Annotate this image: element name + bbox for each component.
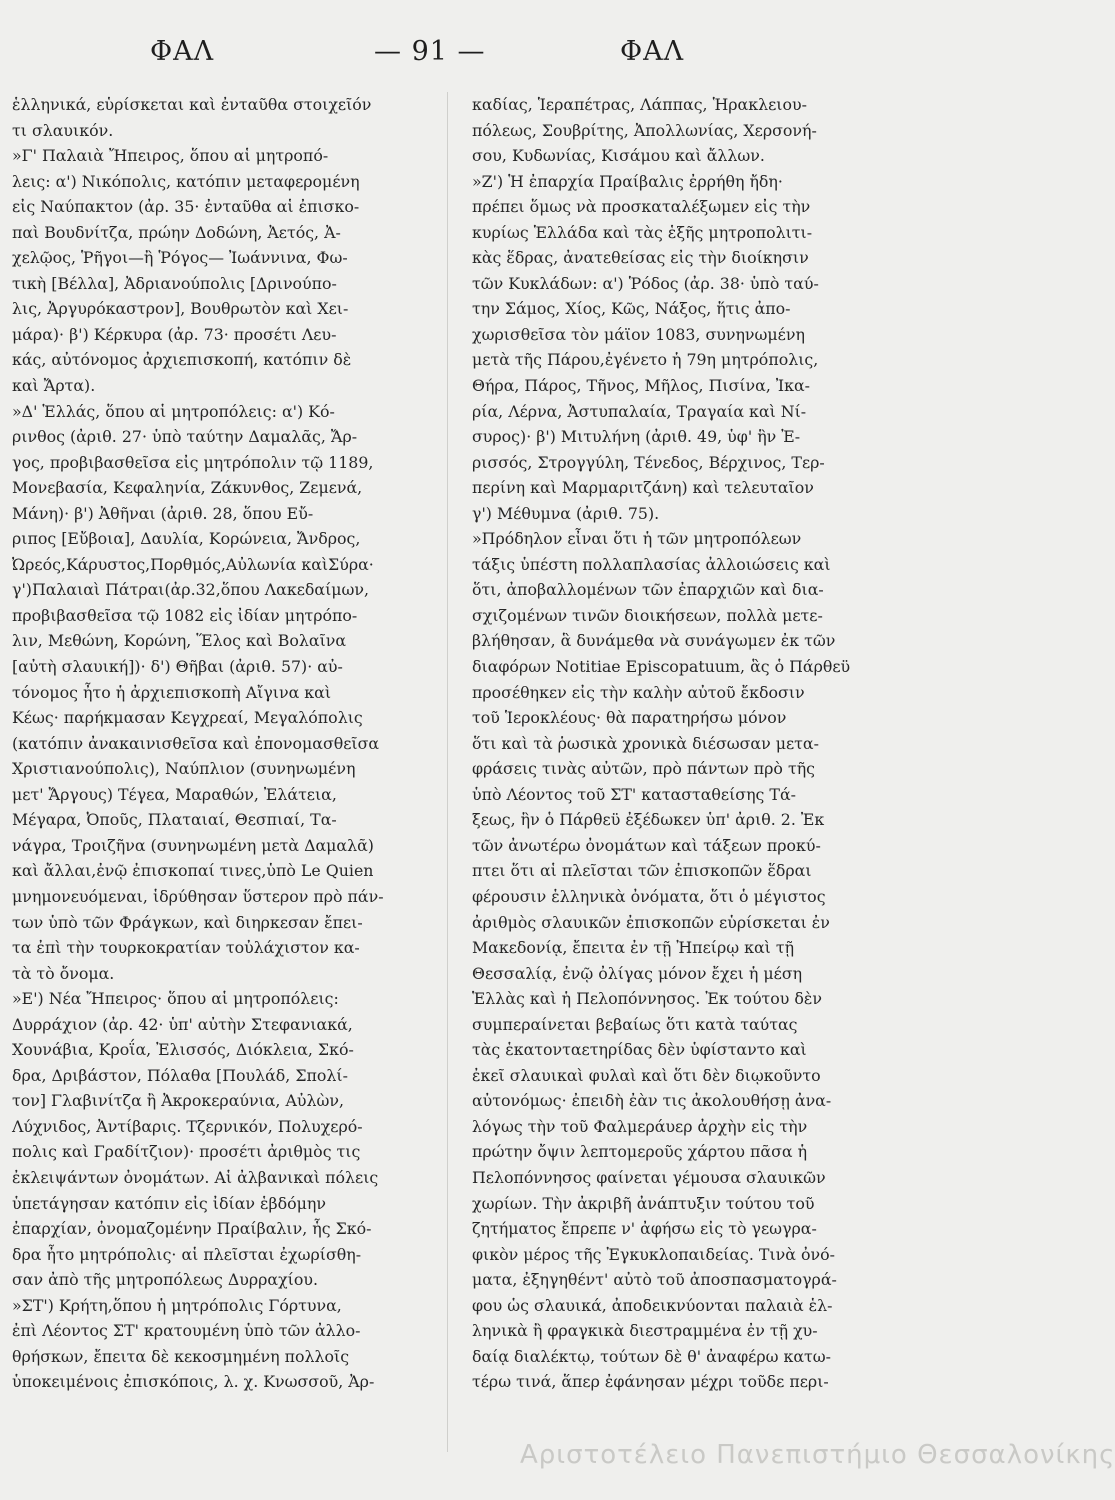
text-line: ἐκεῖ σλαυικαὶ φυλαὶ καὶ ὅτι δὲν διῳκοῦντο: [472, 1065, 821, 1085]
text-line: ἐπὶ Λέοντος ΣΤ' κρατουμένη ὑπὸ τῶν ἀλλο-: [12, 1321, 361, 1341]
text-line: τῶν ἀνωτέρω ὀνομάτων καὶ τάξεων προκύ-: [472, 835, 821, 855]
text-line: ὑποκειμένοις ἐπισκόποις, λ. χ. Κνωσσοῦ, Ἀρ-: [12, 1372, 375, 1392]
text-line: »Ζ') Ἡ ἐπαρχία Πραίβαλις ἐρρήθη ἤδη·: [472, 171, 783, 191]
text-line: παὶ Βουδνίτζα, πρώην Δοδώνη, Ἀετός, Ἀ-: [12, 222, 341, 242]
text-line: ὅτι, ἀποβαλλομένων τῶν ἐπαρχιῶν καὶ δια-: [472, 580, 824, 600]
text-line: πτει ὅτι αἱ πλεῖσται τῶν ἐπισκοπῶν ἕδραι: [472, 861, 812, 881]
text-line: δρα ἦτο μητρόπολις· αἱ πλεῖσται ἐχωρίσθη-: [12, 1244, 362, 1264]
text-line: τι σλαυικόν.: [12, 120, 114, 140]
text-line: πόλεως, Σουβρίτης, Ἀπολλωνίας, Χερσονή-: [472, 120, 817, 140]
text-line: Μάνη)· β') Ἀθῆναι (ἀριθ. 28, ὅπου Εὔ-: [12, 503, 314, 523]
text-line: Μέγαρα, Ὀποῦς, Πλαταιαί, Θεσπιαί, Τα-: [12, 810, 337, 830]
text-line: σχιζομένων τινῶν διοικήσεων, πολλὰ μετε-: [472, 605, 823, 625]
text-line: πρώτην ὄψιν λεπτομεροῦς χάρτου πᾶσα ἡ: [472, 1142, 808, 1162]
text-line: χελῷος, Ῥῆγοι—ἢ Ῥόγος— Ἰωάννινα, Φω-: [12, 248, 348, 268]
text-line: των ὑπὸ τῶν Φράγκων, καὶ διηρκεσαν ἔπει-: [12, 912, 363, 932]
text-line: »Ε') Νέα Ἤπειρος· ὅπου αἱ μητροπόλεις:: [12, 989, 339, 1009]
text-line: τον] Γλαβινίτζα ἢ Ἀκροκεραύνια, Αὐλὼν,: [12, 1091, 345, 1111]
text-line: ἐκλειψάντων ὀνομάτων. Αἱ ἀλβανικαὶ πόλεις: [12, 1167, 379, 1187]
text-line: σαν ἀπὸ τῆς μητροπόλεως Δυρραχίου.: [12, 1270, 318, 1290]
text-line: τόνομος ἦτο ἡ ἀρχιεπισκοπὴ Αἴγινα καὶ: [12, 682, 332, 702]
text-line: κὰς ἕδρας, ἀνατεθείσας εἰς τὴν διοίκησιν: [472, 248, 809, 268]
text-line: Χριστιανούπολις), Ναύπλιον (συνηνωμένη: [12, 759, 356, 779]
text-line: Πελοπόννησος φαίνεται γέμουσα σλαυικῶν: [472, 1167, 826, 1187]
text-line: θρήσκων, ἔπειτα δὲ κεκοσμημένη πολλοῖς: [12, 1346, 350, 1366]
text-line: ρινθος (ἀριθ. 27· ὑπὸ ταύτην Δαμαλᾶς, Ἄρ-: [12, 427, 358, 447]
text-line: τικὴ [Βέλλα], Ἀδριανούπολις [Δρινούπο-: [12, 273, 337, 293]
text-line: ὑπετάγησαν κατόπιν εἰς ἰδίαν ἑβδόμην: [12, 1193, 326, 1213]
text-line: μάρα)· β') Κέρκυρα (ἀρ. 73· προσέτι Λευ-: [12, 324, 337, 344]
text-line: Ὠρεός,Κάρυστος,Πορθμός,Αὐλωνία καὶΣύρα·: [12, 554, 374, 574]
text-line: φικὸν μέρος τῆς Ἐγκυκλοπαιδείας. Τινὰ ὀνό-: [472, 1244, 835, 1264]
text-line: λις, Ἀργυρόκαστρον], Βουθρωτὸν καὶ Χει-: [12, 299, 349, 319]
text-line: καδίας, Ἱεραπέτρας, Λάππας, Ἡρακλειου-: [472, 95, 807, 114]
text-line: κυρίως Ἑλλάδα καὶ τὰς ἑξῆς μητροπολιτι-: [472, 222, 813, 242]
text-line: κάς, αὐτόνομος ἀρχιεπισκοπή, κατόπιν δὲ: [12, 350, 352, 370]
text-line: πρέπει ὅμως νὰ προσκαταλέξωμεν εἰς τὴν: [472, 197, 811, 217]
text-line: τέρω τινά, ἅπερ ἐφάνησαν μέχρι τοῦδε περι-: [472, 1372, 829, 1392]
text-line: Χουνάβια, Κροΐα, Ἐλισσός, Διόκλεια, Σκό-: [12, 1040, 354, 1060]
text-line: εἰς Ναύπακτον (ἀρ. 35· ἐνταῦθα αἱ ἐπισκο-: [12, 197, 360, 217]
text-line: προσέθηκεν εἰς τὴν καλὴν αὐτοῦ ἔκδοσιν: [472, 682, 805, 702]
text-line: συμπεραίνεται βεβαίως ὅτι κατὰ ταύτας: [472, 1014, 798, 1034]
text-line: ὑπὸ Λέοντος τοῦ ΣΤ' κατασταθείσης Τά-: [472, 784, 796, 804]
text-line: ριπος [Εὔβοια], Δαυλία, Κορώνεια, Ἄνδρος,: [12, 529, 361, 549]
running-head-right: ΦΑΛ: [620, 36, 685, 67]
text-line: »Γ' Παλαιὰ Ἤπειρος, ὅπου αἱ μητροπό-: [12, 146, 329, 166]
text-line: Μακεδονίᾳ, ἔπειτα ἐν τῇ Ἠπείρῳ καὶ τῇ: [472, 938, 795, 958]
text-line: σου, Κυδωνίας, Κισάμου καὶ ἄλλων.: [472, 146, 765, 166]
text-line: »Δ' Ἑλλάς, ὅπου αἱ μητροπόλεις: α') Κό-: [12, 401, 335, 421]
text-line: (κατόπιν ἀνακαινισθεῖσα καὶ ἐπονομασθεῖσα: [12, 733, 380, 753]
text-line: ἀριθμὸς σλαυικῶν ἐπισκοπῶν εὑρίσκεται ἐν: [472, 912, 830, 932]
text-line: μνημονευόμεναι, ἱδρύθησαν ὕστερον πρὸ πάν-: [12, 886, 384, 906]
text-line: μετ' Ἄργους) Τέγεα, Μαραθών, Ἐλάτεια,: [12, 784, 337, 804]
text-line: »ΣΤ') Κρήτη,ὅπου ἡ μητρόπολις Γόρτυνα,: [12, 1295, 342, 1315]
text-line: διαφόρων Notitiae Episcopatuum, ἃς ὁ Πάρθεϋ: [472, 657, 851, 677]
text-line: χωρισθεῖσα τὸν μάϊον 1083, συνηνωμένη: [472, 324, 805, 344]
text-line: τὰς ἑκατονταετηρίδας δὲν ὑφίσταντο καὶ: [472, 1040, 807, 1060]
text-line: δρα, Δριβάστον, Πόλαθα [Πουλάδ, Σπολί-: [12, 1065, 348, 1085]
left-column: [12, 92, 420, 1395]
text-line: Κέως· παρήκμασαν Κεγχρεαί, Μεγαλόπολις: [12, 708, 363, 728]
text-line: βλήθησαν, ἃ δυνάμεθα νὰ συνάγωμεν ἐκ τῶν: [472, 631, 836, 651]
text-line: ρία, Λέρνα, Ἀστυπαλαία, Τραγαία καὶ Νί-: [472, 401, 807, 421]
text-line: καὶ ἄλλαι,ἐνῷ ἐπισκοπαί τινες,ὑπὸ Le Quien: [12, 861, 374, 881]
text-line: μετὰ τῆς Πάρου,ἐγένετο ἡ 79η μητρόπολις,: [472, 350, 819, 370]
text-line: ζητήματος ἔπρεπε ν' ἀφήσω εἰς τὸ γεωγρα-: [472, 1219, 817, 1239]
text-line: Δυρράχιον (ἀρ. 42· ὑπ' αὐτὴν Στεφανιακά,: [12, 1014, 353, 1034]
text-line: λεις: α') Νικόπολις, κατόπιν μεταφερομένη: [12, 171, 360, 191]
running-head-left: ΦΑΛ: [150, 36, 215, 67]
text-line: ἐπαρχίαν, ὀνομαζομένην Πραίβαλιν, ἧς Σκό-: [12, 1219, 372, 1239]
text-line: ἑλληνικά, εὑρίσκεται καὶ ἐνταῦθα στοιχεῖόν: [12, 95, 372, 114]
text-line: Λύχνιδος, Ἀντίβαρις. Τζερνικόν, Πολυχερό-: [12, 1116, 363, 1136]
text-line: λόγως τὴν τοῦ Φαλμεράυερ ἀρχὴν εἰς τὴν: [472, 1116, 808, 1136]
text-line: ρισσός, Στρογγύλη, Τένεδος, Βέρχινος, Τερ-: [472, 452, 825, 472]
text-line: φου ὡς σλαυικά, ἀποδεικνύονται παλαιὰ ἑλ-: [472, 1295, 833, 1315]
text-line: φράσεις τινὰς αὐτῶν, πρὸ πάντων πρὸ τῆς: [472, 759, 816, 779]
text-line: τὰ τὸ ὄνομα.: [12, 963, 115, 983]
text-line: καὶ Ἄρτα).: [12, 376, 96, 396]
text-line: ληνικὰ ἢ φραγκικὰ διεστραμμένα ἐν τῇ χυ-: [472, 1321, 818, 1341]
page-number: — 91 —: [374, 36, 486, 67]
text-line: συρος)· β') Μιτυλήνη (ἀριθ. 49, ὑφ' ἣν Ἐ-: [472, 427, 801, 447]
text-line: ξεως, ἣν ὁ Πάρθεϋ ἐξέδωκεν ὑπ' ἀριθ. 2. Ἐκ: [472, 810, 825, 830]
text-line: νάγρα, Τροιζῆνα (συνηνωμένη μετὰ Δαμαλᾶ): [12, 835, 374, 855]
page-header: [0, 36, 931, 76]
text-line: »Πρόδηλον εἶναι ὅτι ἡ τῶν μητροπόλεων: [472, 529, 802, 549]
text-line: τοῦ Ἱεροκλέους· θὰ παρατηρήσω μόνον: [472, 708, 787, 728]
text-line: φέρουσιν ἑλληνικὰ ὀνόματα, ὅτι ὁ μέγιστος: [472, 886, 826, 906]
text-line: την Σάμος, Χίος, Κῶς, Νάξος, ἥτις ἀπο-: [472, 299, 791, 319]
text-line: Θεσσαλίᾳ, ἐνῷ ὀλίγας μόνον ἔχει ἡ μέση: [472, 963, 803, 983]
text-line: ὅτι καὶ τὰ ῥωσικὰ χρονικὰ διέσωσαν μετα-: [472, 733, 819, 753]
text-line: ματα, ἐξηγηθέντ' αὐτὸ τοῦ ἀποσπασματογρά-: [472, 1270, 837, 1290]
text-line: αὐτονόμως· ἐπειδὴ ἐὰν τις ἀκολουθήσῃ ἀνα-: [472, 1091, 832, 1111]
text-line: πολις καὶ Γραδίτζιον)· προσέτι ἀριθμὸς τις: [12, 1142, 361, 1162]
library-watermark: Αριστοτέλειο Πανεπιστήμιο Θεσσαλονίκης: [520, 1440, 1115, 1470]
text-line: [αὐτὴ σλαυική])· δ') Θῆβαι (ἀριθ. 57)· αὐ-: [12, 657, 343, 677]
text-line: Μονεβασία, Κεφαληνία, Ζάκυνθος, Ζεμενά,: [12, 478, 363, 498]
text-line: προβιβασθεῖσα τῷ 1082 εἰς ἰδίαν μητρόπο-: [12, 605, 358, 625]
text-line: γ')Παλαιαὶ Πάτραι(ἀρ.32,ὅπου Λακεδαίμων,: [12, 580, 370, 600]
right-column: [472, 92, 882, 1395]
text-line: χωρίων. Τὴν ἀκριβῆ ἀνάπτυξιν τούτου τοῦ: [472, 1193, 815, 1213]
text-line: τῶν Κυκλάδων: α') Ῥόδος (ἀρ. 38· ὑπὸ ταύ-: [472, 273, 819, 293]
text-line: γ') Μέθυμνα (ἀριθ. 75).: [472, 503, 660, 523]
text-line: δαίᾳ διαλέκτῳ, τούτων δὲ θ' ἀναφέρω κατω-: [472, 1346, 832, 1366]
text-line: περίνη καὶ Μαρμαριτζάνη) καὶ τελευταῖον: [472, 478, 814, 498]
text-line: γος, προβιβασθεῖσα εἰς μητρόπολιν τῷ 1189,: [12, 452, 374, 472]
column-divider: [447, 92, 448, 1452]
text-line: τα ἐπὶ τὴν τουρκοκρατίαν τοὐλάχιστον κα-: [12, 938, 360, 958]
text-line: τάξις ὑπέστη πολλαπλασίας ἀλλοιώσεις καὶ: [472, 554, 831, 574]
text-line: Ἑλλὰς καὶ ἡ Πελοπόννησος. Ἐκ τούτου δὲν: [472, 989, 823, 1009]
text-line: Θήρα, Πάρος, Τῆνος, Μῆλος, Πισίνα, Ἰκα-: [472, 376, 810, 396]
text-line: λιν, Μεθώνη, Κορώνη, Ἕλος καὶ Βολαῖνα: [12, 631, 347, 651]
